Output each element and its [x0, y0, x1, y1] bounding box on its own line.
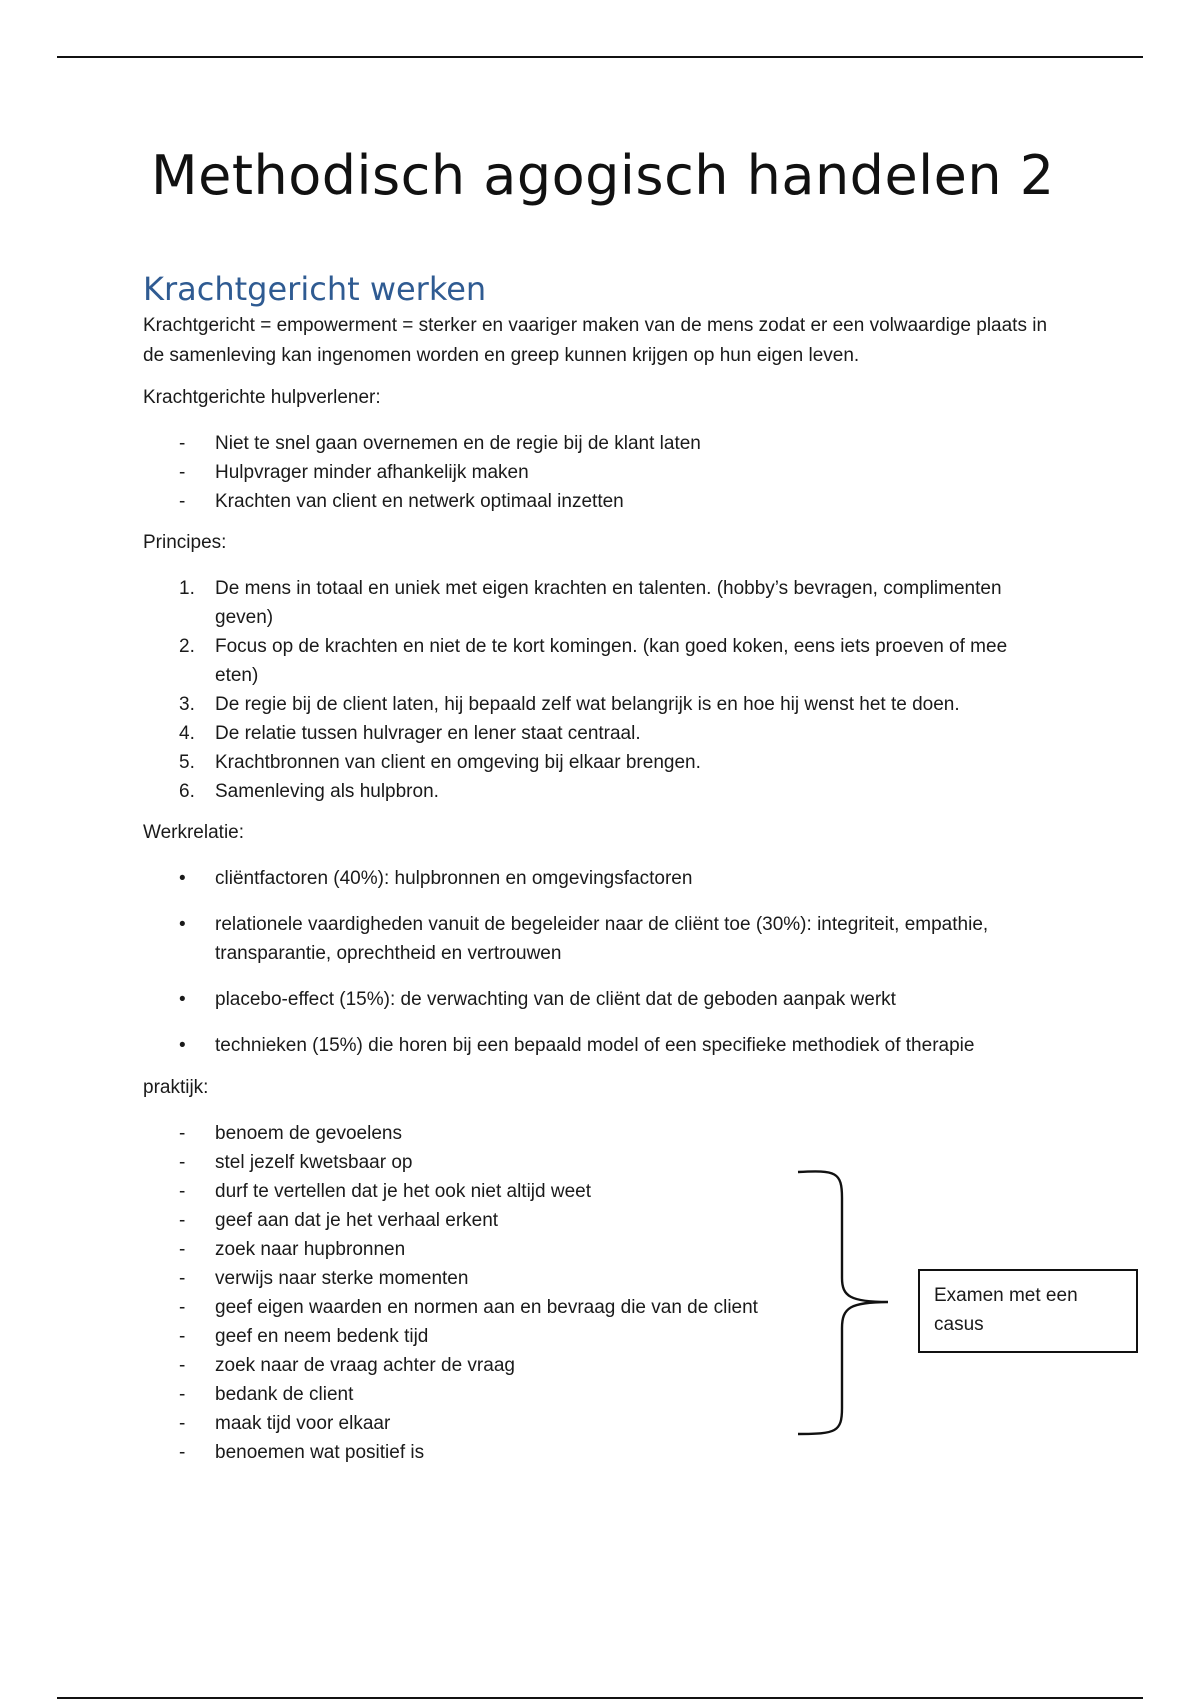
exam-callout-box: Examen met een casus — [918, 1269, 1138, 1353]
list-item-text: Niet te snel gaan overnemen en de regie bij de klant laten — [215, 433, 701, 454]
list-item-text: zoek naar de vraag achter de vraag — [215, 1355, 515, 1376]
list-item-text: durf te vertellen dat je het ook niet altijd weet — [215, 1181, 592, 1202]
praktijk-label: praktijk: — [143, 1077, 209, 1098]
list-item — [143, 1148, 1103, 1177]
dash-marker: - — [179, 1384, 186, 1405]
principes-list — [143, 574, 1103, 806]
dash-marker: - — [179, 1123, 186, 1144]
bullet-marker: • — [179, 868, 186, 889]
list-item — [143, 1409, 1103, 1438]
list-item — [143, 748, 1035, 777]
dash-marker: - — [179, 1355, 186, 1376]
list-item-text: geef eigen waarden en normen aan en bevraag die van de client — [215, 1297, 758, 1318]
list-item-text: De relatie tussen hulvrager en lener staat centraal. — [215, 723, 641, 744]
list-item-text: De mens in totaal en uniek met eigen krachten en talenten. (hobby’s bevragen, complimenten geven) — [215, 578, 1002, 628]
list-item-text: benoemen wat positief is — [215, 1442, 425, 1463]
list-item-text: Hulpvrager minder afhankelijk maken — [215, 462, 529, 483]
list-item-text: Krachtbronnen van client en omgeving bij elkaar brengen. — [215, 752, 701, 773]
dash-marker: - — [179, 1210, 186, 1231]
list-item-text: technieken (15%) die horen bij een bepaald model of een specifieke methodiek of therapie — [215, 1035, 975, 1056]
dash-marker: - — [179, 1239, 186, 1260]
list-item — [143, 1380, 1103, 1409]
list-item — [143, 574, 1035, 632]
bottom-rule — [57, 1697, 1143, 1699]
list-item — [143, 1235, 1103, 1264]
document-title: Methodisch agogisch handelen 2 — [151, 144, 1055, 207]
dash-marker: - — [179, 433, 186, 454]
list-item — [143, 1351, 1103, 1380]
list-item — [143, 1177, 1103, 1206]
list-item-text: Samenleving als hulpbron. — [215, 781, 439, 802]
dash-marker: - — [179, 1326, 186, 1347]
list-item — [143, 1119, 1103, 1148]
dash-marker: - — [179, 1297, 186, 1318]
list-item — [143, 1438, 1103, 1467]
list-item — [143, 487, 1103, 516]
intro-paragraph: Krachtgericht = empowerment = sterker en vaariger maken van de mens zodat er een volwaardige plaats in de samenleving kan ingenomen worden en greep kunnen krijgen op hun eigen leven. — [143, 315, 1048, 366]
list-item — [143, 632, 1035, 690]
werkrelatie-label: Werkrelatie: — [143, 822, 245, 843]
list-item — [143, 429, 1103, 458]
dash-marker: - — [179, 462, 186, 483]
number-marker: 3. — [179, 694, 195, 715]
list-item — [143, 719, 1035, 748]
list-item-text: De regie bij de client laten, hij bepaald zelf wat belangrijk is en hoe hij wenst het te doen. — [215, 694, 960, 715]
list-item-text: placebo-effect (15%): de verwachting van de cliënt dat de geboden aanpak werkt — [215, 989, 896, 1010]
list-item-text: verwijs naar sterke momenten — [215, 1268, 469, 1289]
number-marker: 4. — [179, 723, 195, 744]
dash-marker: - — [179, 1152, 186, 1173]
number-marker: 5. — [179, 752, 195, 773]
list-item-text: cliëntfactoren (40%): hulpbronnen en omgevingsfactoren — [215, 868, 693, 889]
number-marker: 6. — [179, 781, 195, 802]
dash-marker: - — [179, 1268, 186, 1289]
list-item-text: bedank de client — [215, 1384, 354, 1405]
document-page — [143, 130, 1103, 1467]
list-item-text: relationele vaardigheden vanuit de begeleider naar de cliënt toe (30%): integriteit, empathie, transparantie, oprechtheid en vertrouwen — [215, 914, 989, 964]
list-item — [143, 458, 1103, 487]
dash-marker: - — [179, 1181, 186, 1202]
list-item — [143, 985, 1075, 1014]
list-item-text: geef en neem bedenk tijd — [215, 1326, 429, 1347]
list-item-text: Focus op de krachten en niet de te kort komingen. (kan goed koken, eens iets proeven of mee eten) — [215, 636, 1008, 686]
list-item — [143, 777, 1035, 806]
section-heading: Krachtgericht werken — [143, 270, 487, 308]
hulpverlener-list — [143, 429, 1103, 516]
dash-marker: - — [179, 1413, 186, 1434]
bullet-marker: • — [179, 914, 186, 935]
list-item — [143, 864, 1075, 893]
list-item — [143, 910, 1075, 968]
number-marker: 2. — [179, 636, 195, 657]
list-item-text: stel jezelf kwetsbaar op — [215, 1152, 413, 1173]
list-item-text: benoem de gevoelens — [215, 1123, 402, 1144]
list-item-text: zoek naar hupbronnen — [215, 1239, 406, 1260]
hulpverlener-label: Krachtgerichte hulpverlener: — [143, 387, 381, 408]
principes-label: Principes: — [143, 532, 227, 553]
list-item-text: Krachten van client en netwerk optimaal inzetten — [215, 491, 624, 512]
list-item-text: geef aan dat je het verhaal erkent — [215, 1210, 499, 1231]
dash-marker: - — [179, 1442, 186, 1463]
dash-marker: - — [179, 491, 186, 512]
bullet-marker: • — [179, 1035, 186, 1056]
werkrelatie-list — [143, 864, 1103, 1060]
list-item-text: maak tijd voor elkaar — [215, 1413, 391, 1434]
curly-brace-icon — [796, 1168, 896, 1438]
number-marker: 1. — [179, 578, 195, 599]
list-item — [143, 1206, 1103, 1235]
bullet-marker: • — [179, 989, 186, 1010]
list-item — [143, 1031, 1075, 1060]
top-rule — [57, 56, 1143, 58]
list-item — [143, 690, 1035, 719]
